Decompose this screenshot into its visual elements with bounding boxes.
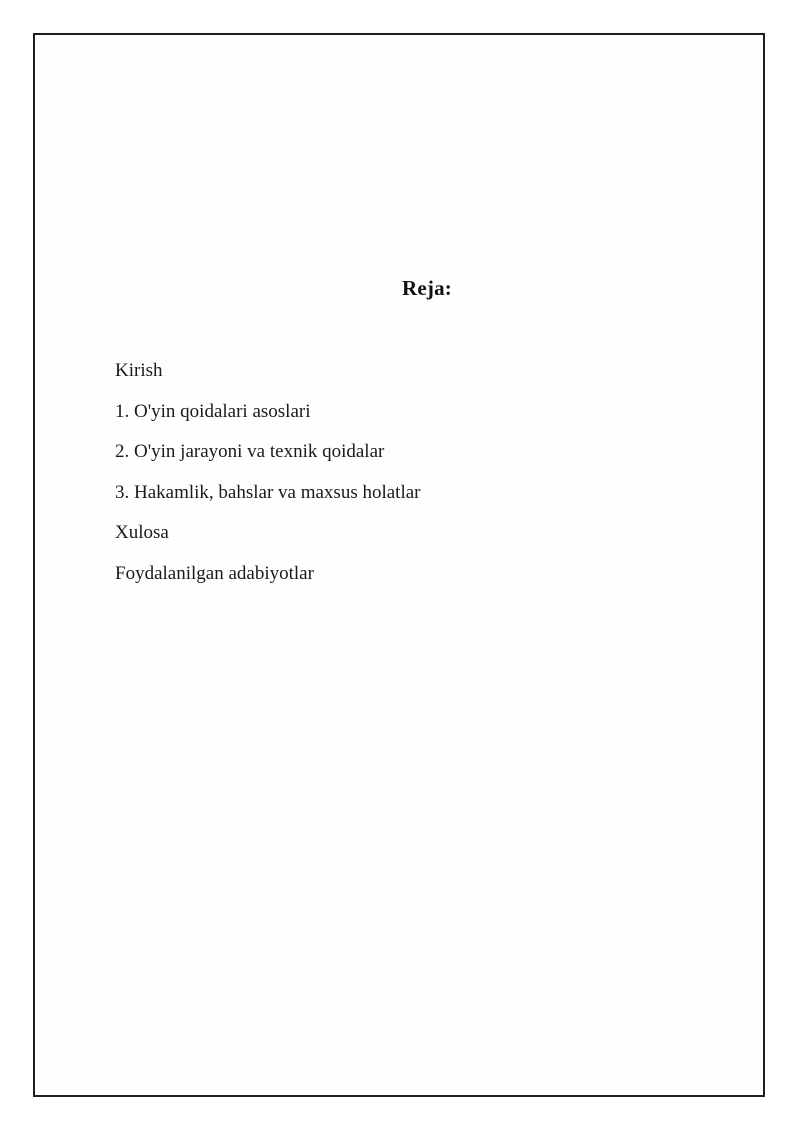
plan-item-adabiyotlar: Foydalanilgan adabiyotlar [115,562,314,584]
plan-item-1: 1. O'yin qoidalari asoslari [115,400,311,422]
plan-item-3: 3. Hakamlik, bahslar va maxsus holatlar [115,481,421,503]
plan-item-2: 2. O'yin jarayoni va texnik qoidalar [115,441,385,462]
plan-list [115,351,739,594]
document-content [35,275,763,594]
plan-item-kirish: Kirish [115,360,163,381]
document-page [33,33,765,1097]
page-title: Reja: [402,276,452,300]
plan-item-xulosa: Xulosa [115,522,169,543]
